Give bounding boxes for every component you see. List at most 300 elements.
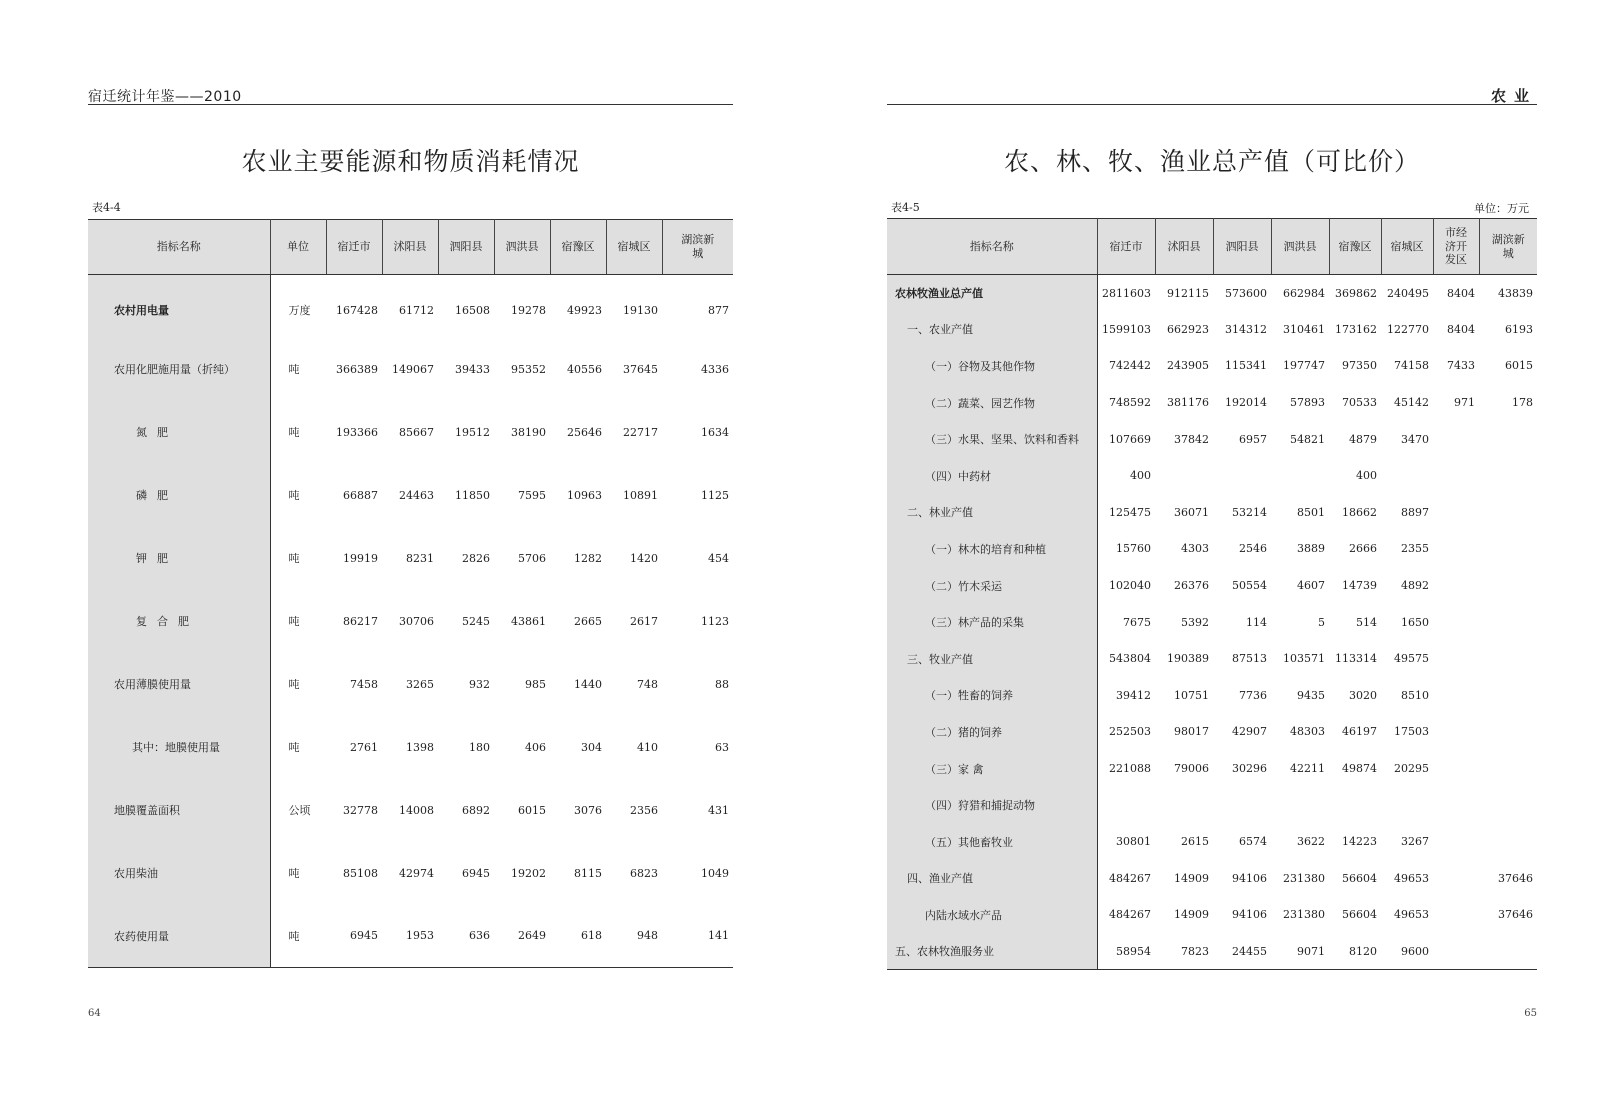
value-cell [1479,640,1537,677]
value-cell: 15760 [1116,542,1151,556]
table-row [887,384,1537,421]
right-page [887,0,1537,1099]
value-cell [1433,567,1479,604]
value-cell: 484267 [1109,871,1151,885]
left-table-number: 表4-4 [92,201,121,214]
value-cell: 369862 [1335,286,1377,300]
unit-cell: 吨 [288,489,300,502]
value-cell: 42211 [1290,762,1325,776]
table-row [88,590,733,653]
value-cell: 11850 [455,488,490,502]
value-cell: 6015 [1505,359,1533,373]
value-cell: 7458 [350,677,378,691]
value-cell [1381,457,1433,494]
value-cell: 49923 [567,303,602,317]
value-cell: 36071 [1174,505,1209,519]
value-cell [1433,714,1479,751]
value-cell: 2546 [1239,542,1267,556]
value-cell: 7433 [1447,359,1475,373]
value-cell: 94106 [1232,908,1267,922]
value-cell: 38190 [511,425,546,439]
column-header: 宿迁市 [1097,219,1155,275]
table-row [88,527,733,590]
value-cell: 94106 [1232,871,1267,885]
row-label: 磷肥 [88,464,270,527]
value-cell: 141 [662,905,733,968]
value-cell: 10751 [1174,688,1209,702]
value-cell: 400 [1356,469,1377,483]
row-label: （四）中药材 [887,457,1097,494]
table-row [887,823,1537,860]
value-cell: 19919 [343,551,378,565]
value-cell: 3076 [574,803,602,817]
value-cell [1155,457,1213,494]
value-cell: 5392 [1181,615,1209,629]
value-cell: 30801 [1116,835,1151,849]
value-cell: 662984 [1283,286,1325,300]
value-cell [1271,787,1329,824]
value-cell [1433,640,1479,677]
value-cell: 573600 [1225,286,1267,300]
value-cell: 4607 [1297,579,1325,593]
column-header: 泗洪县 [1271,219,1329,275]
value-cell: 314312 [1225,322,1267,336]
value-cell [1479,714,1537,751]
right-page-title: 农、林、牧、渔业总产值（可比价） [1003,147,1420,176]
value-cell: 948 [606,905,662,968]
value-cell: 240495 [1387,286,1429,300]
value-cell: 514 [1356,615,1377,629]
row-label: （二）猪的饲养 [887,714,1097,751]
value-cell: 3267 [1401,835,1429,849]
value-cell: 1420 [630,551,658,565]
value-cell: 662923 [1167,322,1209,336]
value-cell: 9600 [1381,933,1433,970]
value-cell: 7736 [1239,688,1267,702]
value-cell: 1650 [1401,615,1429,629]
value-cell: 2356 [630,803,658,817]
row-label: 农林牧渔业总产值 [887,275,1097,312]
value-cell: 19278 [511,303,546,317]
value-cell: 10963 [567,488,602,502]
value-cell: 193366 [336,425,378,439]
value-cell: 231380 [1283,871,1325,885]
value-cell [1479,604,1537,641]
value-cell: 56604 [1342,908,1377,922]
row-label: 二、林业产值 [887,494,1097,531]
table-row [887,933,1537,970]
value-cell: 221088 [1109,762,1151,776]
value-cell [1479,750,1537,787]
value-cell: 46197 [1342,725,1377,739]
value-cell [1433,860,1479,897]
value-cell: 5706 [518,551,546,565]
energy-consumption-table [88,219,733,968]
value-cell [1479,457,1537,494]
value-cell: 5245 [462,614,490,628]
value-cell: 231380 [1283,908,1325,922]
value-cell: 14223 [1342,835,1377,849]
value-cell: 431 [708,803,729,817]
value-cell: 4303 [1181,542,1209,556]
table-row [887,897,1537,934]
table-header-row [887,219,1537,275]
value-cell: 6892 [462,803,490,817]
value-cell: 14909 [1174,871,1209,885]
output-value-table [887,218,1537,970]
value-cell: 25646 [567,425,602,439]
value-cell [1433,750,1479,787]
left-running-head [88,84,733,105]
value-cell: 114 [1246,615,1267,629]
column-header: 宿城区 [606,220,662,275]
value-cell: 8115 [574,866,602,880]
value-cell: 87513 [1232,652,1267,666]
value-cell [1433,787,1479,824]
row-label: （一）林木的培育和种植 [887,531,1097,568]
row-label: 四、渔业产值 [887,860,1097,897]
table-row [88,275,733,338]
value-cell: 410 [637,740,658,754]
value-cell: 22717 [623,425,658,439]
value-cell: 88 [715,677,729,691]
value-cell: 49575 [1394,652,1429,666]
value-cell [1271,457,1329,494]
value-cell: 3470 [1401,432,1429,446]
value-cell: 49653 [1394,908,1429,922]
value-cell: 8404 [1447,286,1475,300]
row-label: （五）其他畜牧业 [887,823,1097,860]
value-cell: 50554 [1232,579,1267,593]
unit-cell: 吨 [270,905,326,968]
value-cell: 39412 [1116,688,1151,702]
value-cell: 85667 [399,425,434,439]
value-cell: 1953 [382,905,438,968]
value-cell: 6574 [1239,835,1267,849]
value-cell: 37646 [1498,908,1533,922]
row-label: （三）水果、坚果、饮料和香料 [887,421,1097,458]
value-cell: 400 [1130,469,1151,483]
table-header-row [88,220,733,275]
value-cell: 6945 [462,866,490,880]
value-cell: 37842 [1174,432,1209,446]
value-cell: 7823 [1155,933,1213,970]
column-header: 沭阳县 [1155,219,1213,275]
value-cell: 8897 [1401,505,1429,519]
value-cell: 79006 [1174,762,1209,776]
table-row [88,842,733,905]
value-cell: 66887 [343,488,378,502]
table-row [887,714,1537,751]
row-label: （二）蔬菜、园艺作物 [887,384,1097,421]
value-cell [1097,787,1155,824]
table-row [88,905,733,968]
value-cell: 381176 [1167,396,1209,410]
value-cell [1433,823,1479,860]
value-cell: 4879 [1349,432,1377,446]
value-cell: 16508 [455,303,490,317]
value-cell [1433,677,1479,714]
value-cell [1329,787,1381,824]
unit-cell: 万度 [288,304,311,318]
column-header: 宿迁市 [326,220,382,275]
row-label: 农用柴油 [88,842,270,905]
table-row [887,640,1537,677]
value-cell: 39433 [455,362,490,376]
value-cell: 8231 [406,551,434,565]
value-cell: 4336 [701,362,729,376]
value-cell [1213,787,1271,824]
table-row [887,494,1537,531]
value-cell: 43839 [1498,286,1533,300]
left-page-number: 64 [88,1008,101,1019]
value-cell: 985 [525,677,546,691]
value-cell: 58954 [1097,933,1155,970]
column-header: 泗洪县 [494,220,550,275]
table-row [887,604,1537,641]
value-cell: 6957 [1239,432,1267,446]
row-label: 地膜覆盖面积 [88,779,270,842]
value-cell: 2649 [494,905,550,968]
column-header: 泗阳县 [438,220,494,275]
value-cell: 98017 [1174,725,1209,739]
value-cell: 1599103 [1102,322,1151,336]
column-header: 宿豫区 [1329,219,1381,275]
row-label: 五、农林牧渔服务业 [887,933,1097,970]
value-cell [1155,787,1213,824]
value-cell: 5 [1318,615,1325,629]
value-cell: 125475 [1109,505,1151,519]
value-cell: 24463 [399,488,434,502]
row-label: 一、农业产值 [887,311,1097,348]
value-cell: 19512 [455,425,490,439]
value-cell: 61712 [399,303,434,317]
value-cell: 543804 [1109,652,1151,666]
value-cell: 7675 [1123,615,1151,629]
row-label: 氮肥 [88,401,270,464]
value-cell: 37646 [1498,871,1533,885]
value-cell: 19130 [623,303,658,317]
value-cell [1433,494,1479,531]
value-cell: 3889 [1297,542,1325,556]
value-cell: 971 [1454,396,1475,410]
value-cell: 14008 [399,803,434,817]
value-cell: 57893 [1290,396,1325,410]
row-label: （二）竹木采运 [887,567,1097,604]
value-cell: 49874 [1342,762,1377,776]
column-header: 泗阳县 [1213,219,1271,275]
row-label: 内陆水域水产品 [887,897,1097,934]
table-row [887,860,1537,897]
value-cell: 14909 [1174,908,1209,922]
right-running-head [887,84,1537,105]
value-cell: 454 [708,551,729,565]
value-cell: 56604 [1342,871,1377,885]
value-cell: 243905 [1167,359,1209,373]
value-cell: 877 [708,303,729,317]
value-cell [1433,457,1479,494]
right-page-number: 65 [1524,1008,1537,1019]
value-cell: 85108 [343,866,378,880]
value-cell: 6823 [630,866,658,880]
unit-cell: 吨 [288,867,300,880]
value-cell: 2811603 [1102,286,1151,300]
value-cell: 45142 [1394,396,1429,410]
column-header: 指标名称 [88,220,270,275]
table-row [88,464,733,527]
value-cell: 103571 [1283,652,1325,666]
value-cell: 2617 [630,614,658,628]
value-cell: 197747 [1283,359,1325,373]
value-cell: 107669 [1109,432,1151,446]
row-label: 复合肥 [88,590,270,653]
value-cell: 95352 [511,362,546,376]
value-cell: 3020 [1349,688,1377,702]
value-cell: 304 [581,740,602,754]
value-cell: 7595 [518,488,546,502]
column-header: 宿豫区 [550,220,606,275]
row-label: 三、牧业产值 [887,640,1097,677]
value-cell: 190389 [1167,652,1209,666]
unit-cell: 吨 [288,741,300,754]
table-row [88,401,733,464]
unit-cell: 吨 [288,426,300,439]
value-cell [1213,457,1271,494]
yearbook-title: 宿迁统计年鉴——2010 [88,89,242,105]
table-row [88,779,733,842]
value-cell: 149067 [392,362,434,376]
value-cell: 618 [550,905,606,968]
table-row [887,750,1537,787]
column-header: 市经济开发区 [1433,219,1479,275]
value-cell: 24455 [1213,933,1271,970]
value-cell [1479,787,1537,824]
value-cell: 1634 [701,425,729,439]
table-row [887,311,1537,348]
row-label: （一）谷物及其他作物 [887,348,1097,385]
value-cell: 2761 [350,740,378,754]
value-cell [1479,933,1537,970]
value-cell: 113314 [1335,652,1377,666]
value-cell [1479,531,1537,568]
value-cell: 2826 [462,551,490,565]
value-cell: 484267 [1109,908,1151,922]
value-cell: 748 [637,677,658,691]
value-cell: 252503 [1109,725,1151,739]
unit-cell: 公顷 [288,804,311,817]
value-cell: 912115 [1167,286,1209,300]
left-page [88,0,733,1099]
table-row [887,677,1537,714]
table-row [887,787,1537,824]
table-row [887,567,1537,604]
value-cell: 19202 [511,866,546,880]
value-cell: 102040 [1109,579,1151,593]
column-header: 宿城区 [1381,219,1433,275]
value-cell: 122770 [1387,322,1429,336]
value-cell [1433,933,1479,970]
value-cell: 4892 [1401,579,1429,593]
value-cell: 9071 [1271,933,1329,970]
table-row [887,421,1537,458]
value-cell: 26376 [1174,579,1209,593]
value-cell: 86217 [343,614,378,628]
value-cell: 115341 [1225,359,1267,373]
value-cell: 8510 [1401,688,1429,702]
value-cell [1479,677,1537,714]
value-cell [1433,897,1479,934]
row-label: （三）林产品的采集 [887,604,1097,641]
value-cell: 3265 [406,677,434,691]
value-cell: 2665 [574,614,602,628]
row-label: （四）狩猎和捕捉动物 [887,787,1097,824]
value-cell: 40556 [567,362,602,376]
value-cell: 54821 [1290,432,1325,446]
value-cell: 53214 [1232,505,1267,519]
table-row [88,716,733,779]
value-cell: 49653 [1394,871,1429,885]
value-cell: 9435 [1297,688,1325,702]
value-cell: 742442 [1109,359,1151,373]
value-cell: 43861 [511,614,546,628]
value-cell [1433,421,1479,458]
column-header: 单位 [270,220,326,275]
value-cell: 6193 [1505,322,1533,336]
value-cell: 48303 [1290,725,1325,739]
value-cell [1433,604,1479,641]
row-label: 农用薄膜使用量 [88,653,270,716]
value-cell: 1125 [701,488,729,502]
value-cell: 8404 [1447,322,1475,336]
value-cell: 37645 [623,362,658,376]
unit-label: 单位：万元 [1474,202,1529,215]
value-cell: 178 [1512,396,1533,410]
value-cell: 167428 [336,303,378,317]
value-cell: 406 [525,740,546,754]
value-cell: 10891 [623,488,658,502]
row-label: 农村用电量 [88,275,270,338]
value-cell: 6015 [518,803,546,817]
row-label: 农用化肥施用量（折纯） [88,338,270,401]
value-cell: 636 [438,905,494,968]
value-cell: 8501 [1297,505,1325,519]
row-label: 农药使用量 [88,905,270,968]
table-row [887,348,1537,385]
value-cell: 1440 [574,677,602,691]
value-cell: 17503 [1394,725,1429,739]
row-label: 钾肥 [88,527,270,590]
value-cell: 42907 [1232,725,1267,739]
value-cell: 1049 [701,866,729,880]
value-cell: 6945 [326,905,382,968]
value-cell [1479,567,1537,604]
value-cell [1433,531,1479,568]
unit-cell: 吨 [288,615,300,628]
unit-cell: 吨 [288,552,300,565]
value-cell: 97350 [1342,359,1377,373]
value-cell: 180 [469,740,490,754]
unit-cell: 吨 [288,363,300,376]
column-header: 湖滨新城 [662,220,733,275]
value-cell: 14739 [1342,579,1377,593]
value-cell: 42974 [399,866,434,880]
value-cell: 32778 [343,803,378,817]
value-cell: 18662 [1342,505,1377,519]
value-cell: 748592 [1109,396,1151,410]
value-cell: 2615 [1181,835,1209,849]
value-cell: 932 [469,677,490,691]
value-cell: 1282 [574,551,602,565]
